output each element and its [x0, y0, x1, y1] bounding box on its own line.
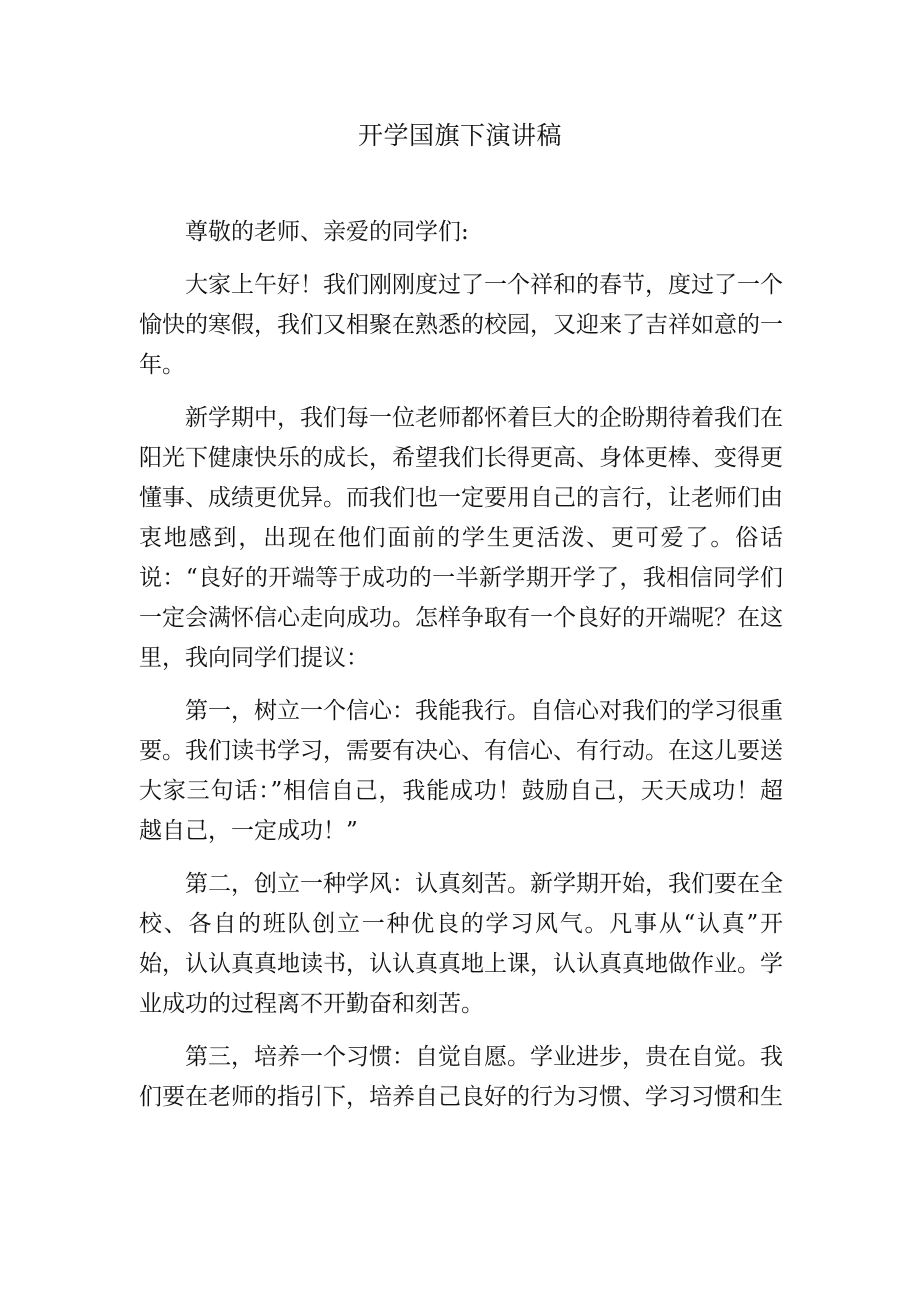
paragraph-new-semester: 新学期中，我们每一位老师都怀着巨大的企盼期待着我们在阳光下健康快乐的成长，希望我们长得更高、身体更棒、变得更懂事、成绩更优异。而我们也一定要用自己的言行，让老师们由衷地感到，出现在他们面前的学生更活泼、更可爱了。俗话说：“良好的开端等于成功的一半新学期开学了，我相信同学们一定会满怀信心走向成功。怎样争取有一个良好的开端呢？在这里，我向同学们提议：	[139, 405, 783, 671]
document-title: 开学国旗下演讲稿	[357, 121, 562, 150]
paragraph-point-one: 第一，树立一个信心：我能我行。自信心对我们的学习很重要。我们读书学习，需要有决心、有信心、有行动。在这儿要送大家三句话：”相信自己，我能成功！鼓励自己，天天成功！超越自己，一定成功！”	[139, 698, 783, 844]
paragraph-point-two: 第二，创立一种学风：认真刻苦。新学期开始，我们要在全校、各自的班队创立一种优良的学习风气。凡事从“认真”开始，认认真真地读书，认认真真地上课，认认真真地做作业。学业成功的过程离不开勤奋和刻苦。	[139, 871, 783, 1017]
paragraph-point-three: 第三，培养一个习惯：自觉自愿。学业进步，贵在自觉。我们要在老师的指引下，培养自己良好的行为习惯、学习习惯和生	[139, 1044, 783, 1110]
paragraph-salutation: 尊敬的老师、亲爱的同学们:	[185, 219, 469, 245]
document-body	[139, 212, 783, 1130]
paragraph-greeting: 大家上午好！我们刚刚度过了一个祥和的春节，度过了一个愉快的寒假，我们又相聚在熟悉的校园，又迎来了吉祥如意的一年。	[139, 272, 783, 378]
